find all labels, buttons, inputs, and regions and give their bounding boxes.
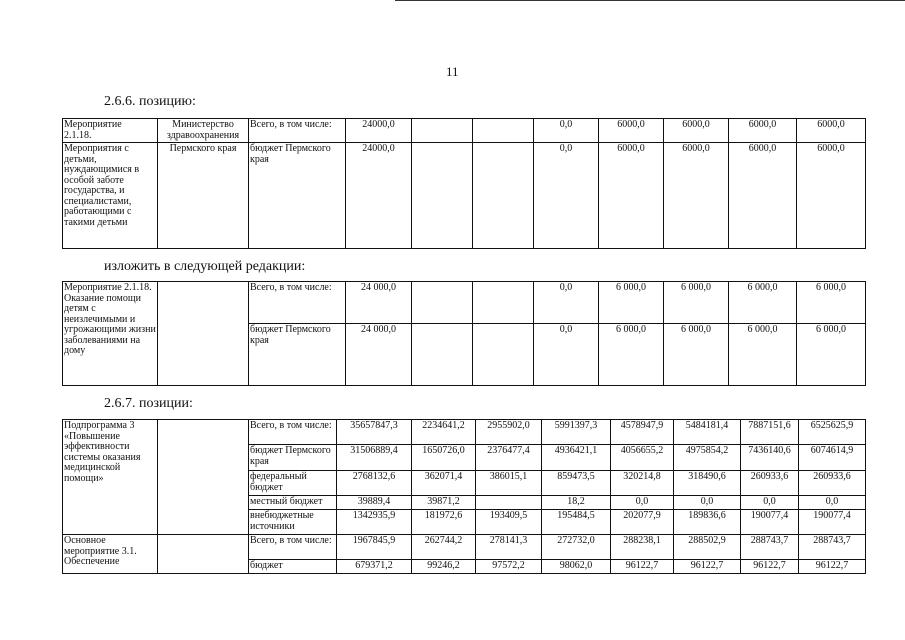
main-event-name-cell: Основное мероприятие 3.1. Обеспечение bbox=[63, 535, 158, 574]
value-cell bbox=[473, 324, 534, 386]
value-cell: 24 000,0 bbox=[346, 282, 412, 324]
value-cell: 288743,7 bbox=[741, 535, 799, 560]
value-cell: 202077,9 bbox=[611, 510, 674, 535]
value-cell bbox=[476, 496, 542, 510]
value-cell: 190077,4 bbox=[741, 510, 799, 535]
source-cell: Всего, в том числе: bbox=[249, 119, 346, 143]
value-cell: 2768132,6 bbox=[337, 471, 412, 496]
value-cell bbox=[412, 119, 473, 143]
table-row bbox=[63, 282, 866, 324]
value-cell: 1650726,0 bbox=[412, 445, 476, 471]
value-cell: 0,0 bbox=[534, 119, 599, 143]
value-cell: 1342935,9 bbox=[337, 510, 412, 535]
value-cell: 31506889,4 bbox=[337, 445, 412, 471]
value-cell: 362071,4 bbox=[412, 471, 476, 496]
value-cell: 193409,5 bbox=[476, 510, 542, 535]
source-cell: Всего, в том числе: bbox=[249, 535, 337, 560]
value-cell: 6000,0 bbox=[797, 119, 866, 143]
value-cell: 6 000,0 bbox=[599, 282, 664, 324]
table-program-3 bbox=[62, 419, 866, 574]
source-cell: Всего, в том числе: bbox=[249, 420, 337, 445]
table-row bbox=[63, 420, 866, 445]
source-cell: федеральный бюджет bbox=[249, 471, 337, 496]
value-cell: 4056655,2 bbox=[611, 445, 674, 471]
value-cell bbox=[412, 324, 473, 386]
event-name-cell: Мероприятие 2.1.18. bbox=[63, 119, 158, 143]
executor-cell bbox=[158, 282, 249, 386]
value-cell: 288238,1 bbox=[611, 535, 674, 560]
value-cell: 35657847,3 bbox=[337, 420, 412, 445]
value-cell: 0,0 bbox=[799, 496, 866, 510]
source-cell: бюджет Пермского края bbox=[249, 324, 346, 386]
value-cell: 272732,0 bbox=[542, 535, 611, 560]
value-cell bbox=[473, 119, 534, 143]
value-cell: 24000,0 bbox=[346, 143, 412, 249]
value-cell: 288502,9 bbox=[674, 535, 741, 560]
value-cell bbox=[473, 282, 534, 324]
value-cell: 320214,8 bbox=[611, 471, 674, 496]
value-cell: 6 000,0 bbox=[599, 324, 664, 386]
value-cell bbox=[412, 143, 473, 249]
executor-cell bbox=[158, 420, 249, 535]
value-cell: 6074614,9 bbox=[799, 445, 866, 471]
value-cell: 0,0 bbox=[534, 324, 599, 386]
value-cell: 6 000,0 bbox=[729, 282, 797, 324]
value-cell: 4936421,1 bbox=[542, 445, 611, 471]
value-cell: 386015,1 bbox=[476, 471, 542, 496]
value-cell: 0,0 bbox=[534, 143, 599, 249]
value-cell: 6 000,0 bbox=[729, 324, 797, 386]
value-cell: 6 000,0 bbox=[797, 282, 866, 324]
value-cell: 5484181,4 bbox=[674, 420, 741, 445]
value-cell: 260933,6 bbox=[741, 471, 799, 496]
program-name-cell: Подпрограмма 3 «Повышение эффективности системы оказания медицинской помощи» bbox=[63, 420, 158, 535]
table-row bbox=[63, 119, 866, 143]
value-cell: 6525625,9 bbox=[799, 420, 866, 445]
value-cell: 278141,3 bbox=[476, 535, 542, 560]
table-old-2-1-18 bbox=[62, 118, 866, 249]
executor-cell bbox=[158, 535, 249, 574]
value-cell: 39871,2 bbox=[412, 496, 476, 510]
executor-cell: Министерство здравоохранения bbox=[158, 119, 249, 143]
table-row bbox=[63, 143, 866, 249]
value-cell: 96122,7 bbox=[611, 560, 674, 574]
source-cell: бюджет Пермского края bbox=[249, 445, 337, 471]
instruction-text: изложить в следующей редакции: bbox=[104, 259, 306, 274]
value-cell: 96122,7 bbox=[799, 560, 866, 574]
value-cell: 4578947,9 bbox=[611, 420, 674, 445]
value-cell: 6000,0 bbox=[664, 143, 729, 249]
value-cell: 98062,0 bbox=[542, 560, 611, 574]
value-cell: 7436140,6 bbox=[741, 445, 799, 471]
value-cell: 195484,5 bbox=[542, 510, 611, 535]
executor-cell: Пермского края bbox=[158, 143, 249, 249]
value-cell: 6000,0 bbox=[729, 143, 797, 249]
event-desc-cell: Мероприятия с детьми, нуждающимися в особой заботе государства, и специалистами, работающими с такими детьми bbox=[63, 143, 158, 249]
page-number: 11 bbox=[446, 64, 459, 79]
value-cell: 0,0 bbox=[534, 282, 599, 324]
value-cell: 96122,7 bbox=[674, 560, 741, 574]
value-cell: 6 000,0 bbox=[664, 324, 729, 386]
value-cell: 2376477,4 bbox=[476, 445, 542, 471]
value-cell: 288743,7 bbox=[799, 535, 866, 560]
value-cell: 0,0 bbox=[674, 496, 741, 510]
value-cell: 18,2 bbox=[542, 496, 611, 510]
value-cell: 5991397,3 bbox=[542, 420, 611, 445]
value-cell: 7887151,6 bbox=[741, 420, 799, 445]
event-name-cell: Мероприятие 2.1.18. Оказание помощи детям с неизлечимыми и угрожающими жизни заболеваниями на дому bbox=[63, 282, 158, 386]
value-cell: 6 000,0 bbox=[664, 282, 729, 324]
heading-2-6-7: 2.6.7. позиции: bbox=[104, 396, 193, 411]
value-cell: 260933,6 bbox=[799, 471, 866, 496]
table-new-2-1-18 bbox=[62, 281, 866, 386]
value-cell: 189836,6 bbox=[674, 510, 741, 535]
value-cell: 99246,2 bbox=[412, 560, 476, 574]
top-border-line bbox=[395, 0, 905, 1]
value-cell: 39889,4 bbox=[337, 496, 412, 510]
source-cell: местный бюджет bbox=[249, 496, 337, 510]
value-cell: 97572,2 bbox=[476, 560, 542, 574]
value-cell: 6 000,0 bbox=[797, 324, 866, 386]
value-cell: 181972,6 bbox=[412, 510, 476, 535]
value-cell: 24 000,0 bbox=[346, 324, 412, 386]
value-cell: 262744,2 bbox=[412, 535, 476, 560]
source-cell: бюджет bbox=[249, 560, 337, 574]
value-cell: 6000,0 bbox=[599, 143, 664, 249]
value-cell: 2955902,0 bbox=[476, 420, 542, 445]
value-cell: 318490,6 bbox=[674, 471, 741, 496]
value-cell: 859473,5 bbox=[542, 471, 611, 496]
value-cell: 1967845,9 bbox=[337, 535, 412, 560]
table-row bbox=[63, 535, 866, 560]
source-cell: внебюджетные источники bbox=[249, 510, 337, 535]
value-cell bbox=[473, 143, 534, 249]
value-cell bbox=[412, 282, 473, 324]
value-cell: 4975854,2 bbox=[674, 445, 741, 471]
heading-2-6-6: 2.6.6. позицию: bbox=[104, 94, 196, 109]
source-cell: бюджет Пермского края bbox=[249, 143, 346, 249]
source-cell: Всего, в том числе: bbox=[249, 282, 346, 324]
value-cell: 6000,0 bbox=[599, 119, 664, 143]
value-cell: 2234641,2 bbox=[412, 420, 476, 445]
value-cell: 0,0 bbox=[611, 496, 674, 510]
value-cell: 190077,4 bbox=[799, 510, 866, 535]
value-cell: 6000,0 bbox=[729, 119, 797, 143]
value-cell: 0,0 bbox=[741, 496, 799, 510]
value-cell: 96122,7 bbox=[741, 560, 799, 574]
value-cell: 679371,2 bbox=[337, 560, 412, 574]
value-cell: 6000,0 bbox=[664, 119, 729, 143]
value-cell: 24000,0 bbox=[346, 119, 412, 143]
value-cell: 6000,0 bbox=[797, 143, 866, 249]
